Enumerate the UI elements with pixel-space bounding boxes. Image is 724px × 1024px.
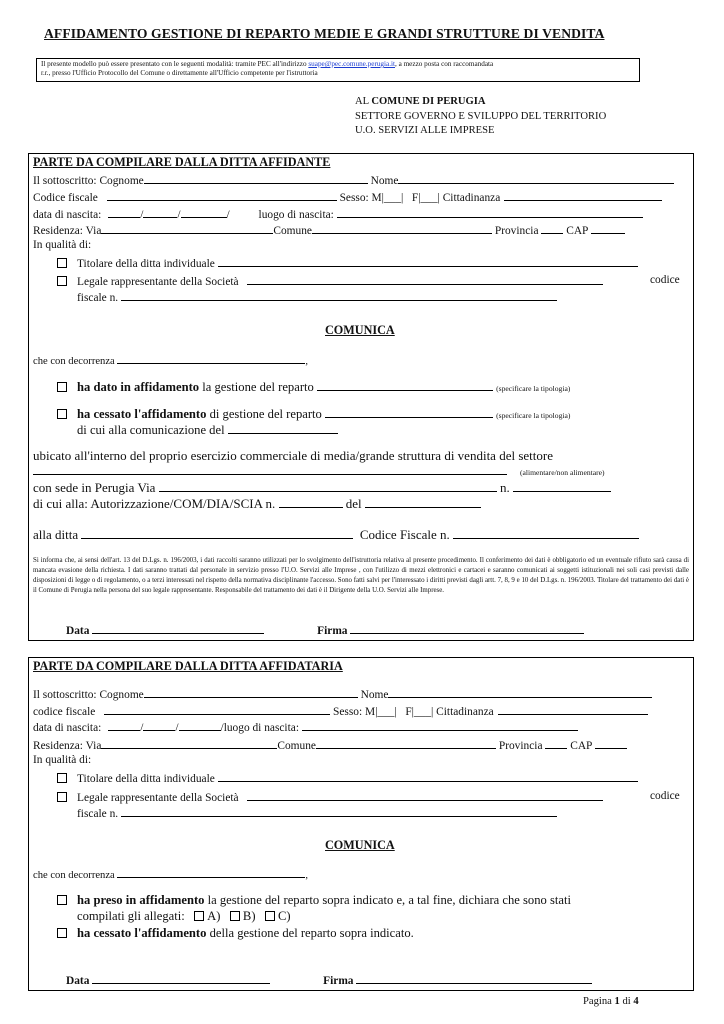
s2-label-cf: codice fiscale: [33, 706, 96, 718]
s1-cf-field[interactable]: [107, 189, 337, 201]
s2-comune-field[interactable]: [316, 737, 496, 749]
s2-label-b: B): [242, 909, 256, 923]
s1-sede-via-field[interactable]: [159, 480, 497, 492]
s1-checkbox-dato[interactable]: [57, 382, 67, 392]
s1-comunicazione-field[interactable]: [228, 422, 338, 434]
s1-societa-field[interactable]: [247, 273, 603, 285]
s2-cognome-field[interactable]: [144, 686, 358, 698]
s2-label-a: A): [207, 909, 221, 923]
s1-cessato-reparto-field[interactable]: [325, 406, 493, 418]
s1-reparto-field[interactable]: [317, 379, 493, 391]
s1-label-cognome: Il sottoscritto: Cognome: [33, 175, 144, 187]
s2-firma-field[interactable]: [356, 972, 592, 984]
s1-label-ditta-cf: Codice Fiscale n.: [359, 527, 450, 542]
footer-page-number: 1: [614, 996, 620, 1007]
footer-total-pages: 4: [633, 996, 639, 1007]
s2-row-legale: [57, 789, 603, 805]
s1-alimentare: (alimentare/non alimentare): [520, 468, 605, 477]
s1-checkbox-titolare[interactable]: [57, 258, 67, 268]
submission-note: [36, 58, 640, 82]
s2-row-cessato: [57, 926, 414, 940]
section2-title: PARTE DA COMPILARE DALLA DITTA AFFIDATARIA: [33, 659, 343, 673]
s2-label-data: Data: [66, 975, 90, 987]
s1-luogo-field[interactable]: [337, 206, 643, 218]
s1-ubicato: ubicato all'interno del proprio esercizio commerciale di media/grande struttura di vendita del settore: [33, 448, 553, 463]
s1-row-residenza: [33, 222, 625, 238]
s1-label-firma: Firma: [317, 625, 348, 637]
s2-label-decorrenza: che con decorrenza: [33, 870, 115, 881]
s1-societa-cf-field[interactable]: [121, 289, 557, 301]
s1-label-cessato: di gestione del reparto: [206, 407, 322, 421]
s2-checkbox-cessato[interactable]: [57, 928, 67, 938]
s2-checkbox-preso[interactable]: [57, 895, 67, 905]
s1-row-codice: [33, 189, 662, 205]
s1-label-provincia: Provincia: [494, 225, 539, 237]
s1-checkbox-cessato[interactable]: [57, 409, 67, 419]
s2-checkbox-b[interactable]: [230, 911, 240, 921]
s2-label-nome: Nome: [360, 689, 389, 701]
s1-label-via: Residenza: Via: [33, 225, 102, 237]
s2-cap-field[interactable]: [595, 737, 627, 749]
s2-row-decorrenza: [33, 866, 308, 883]
s1-label-sesso-f: F|___|: [411, 192, 440, 204]
s2-checkbox-a[interactable]: [194, 911, 204, 921]
s2-row-fiscale: [77, 805, 557, 821]
s1-label-cittadinanza: Cittadinanza: [442, 192, 501, 204]
s2-nome-field[interactable]: [388, 686, 652, 698]
s1-row-legale: [57, 273, 603, 289]
s1-row-comunicazione: [77, 422, 338, 437]
footer-pagina: Pagina: [583, 996, 612, 1007]
s1-data-field[interactable]: [92, 622, 264, 634]
s2-row-titolare: [57, 770, 638, 786]
s2-checkbox-titolare[interactable]: [57, 773, 67, 783]
s2-provincia-field[interactable]: [545, 737, 567, 749]
s2-label-provincia: Provincia: [498, 740, 543, 752]
s1-row-fiscale: [77, 289, 557, 305]
s1-row-decorrenza: [33, 352, 308, 369]
s1-label-cap: CAP: [566, 225, 588, 237]
s1-sede-n-field[interactable]: [513, 480, 611, 492]
s1-label-n: n.: [499, 480, 510, 495]
s2-label-cap: CAP: [570, 740, 592, 752]
s1-cittadinanza-field[interactable]: [504, 189, 662, 201]
note-text-after: , a mezzo posta con raccomandata: [395, 60, 494, 68]
s1-titolare-field[interactable]: [218, 255, 638, 267]
s2-label-fiscale-n: fiscale n.: [77, 808, 119, 820]
recipient-comune: COMUNE DI PERUGIA: [371, 96, 486, 107]
s2-row-residenza: [33, 737, 627, 753]
s2-decorrenza-field[interactable]: [117, 866, 305, 878]
s1-comma: ,: [305, 356, 309, 367]
s1-label-comune: Comune: [273, 225, 312, 237]
s1-cap-field[interactable]: [591, 222, 625, 234]
s1-cognome-field[interactable]: [144, 172, 368, 184]
s1-row-nascita: data di nascita: / / / luogo di nascita:: [33, 206, 643, 222]
s2-label-titolare: Titolare della ditta individuale: [77, 773, 215, 785]
s1-label-del: del: [345, 496, 362, 511]
s1-label-dato-bold: ha dato in affidamento: [77, 380, 200, 394]
s2-checkbox-legale[interactable]: [57, 792, 67, 802]
s1-specificare-2: (specificare la tipologia): [496, 411, 571, 420]
s1-label-cessato-bold: ha cessato l'affidamento: [77, 407, 207, 421]
s1-row-cessato: [57, 406, 570, 423]
s2-row-cognome: [33, 686, 652, 702]
s2-row-codice: [33, 703, 648, 719]
s1-label-sede: con sede in Perugia Via: [33, 480, 156, 495]
s1-specificare: (specificare la tipologia): [496, 384, 571, 393]
s2-label-cessato-bold: ha cessato l'affidamento: [77, 926, 207, 940]
s2-cf-field[interactable]: [104, 703, 330, 715]
s2-cittadinanza-field[interactable]: [498, 703, 648, 715]
s1-dob-day[interactable]: [108, 206, 140, 218]
s2-checkbox-c[interactable]: [265, 911, 275, 921]
s1-label-comunicazione: di cui alla comunicazione del: [77, 423, 225, 437]
s2-label-codice: codice: [650, 790, 680, 802]
s2-label-data-nascita: data di nascita:: [33, 722, 102, 734]
s2-dob-day[interactable]: [108, 719, 140, 731]
recipient-al: AL: [355, 96, 369, 107]
s2-in-qualita: In qualità di:: [33, 754, 92, 766]
s1-label-data-nascita: data di nascita:: [33, 209, 102, 221]
s1-label-nome: Nome: [370, 175, 399, 187]
s1-firma-field[interactable]: [350, 622, 584, 634]
s2-row-firma: [66, 972, 592, 987]
s2-label-cognome: Il sottoscritto: Cognome: [33, 689, 144, 701]
recipient-settore: SETTORE GOVERNO E SVILUPPO DEL TERRITORIO: [355, 110, 607, 122]
s1-decorrenza-field[interactable]: [117, 352, 305, 364]
s1-label-cf: Codice fiscale: [33, 192, 98, 204]
s1-comune-field[interactable]: [312, 222, 492, 234]
s1-autorizzazione-field[interactable]: [279, 496, 343, 508]
section1-title: PARTE DA COMPILARE DALLA DITTA AFFIDANTE: [33, 155, 331, 169]
s2-via-field[interactable]: [101, 737, 277, 749]
s1-label-fiscale-n: fiscale n.: [77, 292, 119, 304]
s2-comma: ,: [305, 870, 309, 881]
s1-row-ditta: [33, 527, 639, 542]
s1-ditta-cf-field[interactable]: [453, 527, 639, 539]
s1-ditta-field[interactable]: [81, 527, 353, 539]
s2-dob-year[interactable]: [179, 719, 221, 731]
s2-label-firma: Firma: [323, 975, 354, 987]
pec-email-link[interactable]: suape@pec.comune.perugia.it: [308, 60, 396, 68]
s1-dob-year[interactable]: [181, 206, 227, 218]
s1-label-dato: la gestione del reparto: [199, 380, 314, 394]
note-text: Il presente modello può essere presentato con le seguenti modalità: tramite PEC all'indirizzo: [41, 60, 309, 68]
s2-label-via: Residenza: Via: [33, 740, 102, 752]
recipient-uo: U.O. SERVIZI ALLE IMPRESE: [355, 125, 495, 137]
s1-label-luogo: luogo di nascita:: [258, 209, 334, 221]
s2-societa-cf-field[interactable]: [121, 805, 557, 817]
s2-comunica: COMUNICA: [325, 838, 395, 852]
s2-label-luogo: /luogo di nascita:: [220, 722, 299, 734]
s2-label-sesso-f: F|___|: [405, 706, 434, 718]
s2-data-field[interactable]: [92, 972, 270, 984]
s1-provincia-field[interactable]: [541, 222, 563, 234]
s2-label-legale: Legale rappresentante della Società: [77, 792, 239, 804]
s1-row-autorizzazione: [33, 496, 481, 511]
s2-label-preso: la gestione del reparto sopra indicato e, a tal fine, dichiara che sono stati: [204, 893, 571, 907]
s2-label-cittadinanza: Cittadinanza: [436, 706, 494, 718]
s2-societa-field[interactable]: [247, 789, 603, 801]
s1-label-data: Data: [66, 625, 90, 637]
s2-row-preso: [57, 893, 571, 907]
s1-via-field[interactable]: [101, 222, 273, 234]
note-line2: r.r., presso l'Ufficio Protocollo del Comune o direttamente all'Ufficio competente per l'istruttoria: [41, 69, 318, 78]
s1-label-decorrenza: che con decorrenza: [33, 356, 115, 367]
s1-label-legale: Legale rappresentante della Società: [77, 276, 239, 288]
s2-label-sesso: Sesso: M|___|: [333, 706, 397, 718]
s1-del-field[interactable]: [365, 496, 481, 508]
s1-row-sede: [33, 480, 611, 495]
s2-label-preso-bold: ha preso in affidamento: [77, 893, 205, 907]
s2-luogo-field[interactable]: [302, 719, 578, 731]
s2-row-allegati: [77, 909, 291, 923]
s1-row-cognome: [33, 172, 674, 188]
page-footer: [583, 996, 639, 1007]
s2-row-nascita: data di nascita: / / /luogo di nascita:: [33, 719, 578, 735]
s2-label-allegati: compilati gli allegati:: [77, 909, 185, 923]
s1-comunica: COMUNICA: [325, 323, 395, 337]
s2-label-comune: Comune: [277, 740, 316, 752]
footer-di: di: [622, 996, 631, 1007]
s2-titolare-field[interactable]: [218, 770, 638, 782]
s2-label-c: C): [277, 909, 291, 923]
s1-dob-month[interactable]: [143, 206, 177, 218]
s1-label-autorizzazione: di cui alla: Autorizzazione/COM/DIA/SCIA n.: [33, 496, 276, 511]
recipient-address: [355, 95, 606, 139]
s1-in-qualita: In qualità di:: [33, 239, 92, 251]
s2-label-cessato: della gestione del reparto sopra indicato.: [206, 926, 414, 940]
s1-row-titolare: [57, 255, 638, 271]
s1-label-titolare: Titolare della ditta individuale: [77, 258, 215, 270]
page-title: AFFIDAMENTO GESTIONE DI REPARTO MEDIE E GRANDI STRUTTURE DI VENDITA: [44, 26, 605, 41]
s1-label-ditta: alla ditta: [33, 527, 79, 542]
s2-dob-month[interactable]: [143, 719, 175, 731]
s1-row-dato: [57, 379, 570, 396]
s1-checkbox-legale[interactable]: [57, 276, 67, 286]
s1-row-firma: [66, 622, 584, 637]
privacy-notice: Si informa che, ai sensi dell'art. 13 del D.Lgs. n. 196/2003, i dati raccolti saranno utilizzati per lo svolgimento dell'istruttoria relativa al presente procedimento. Il conferimento dei dati è obbligatorio ed un eventuale rifiuto sarà causa di mancata evasione della richiesta. I dati saranno trattati dal personale in servizio presso l'U.O. Servizi alle Imprese , con l'utilizzo di mezzi elettronici e cartacei e saranno comunicati ai soggetti istituzionali nei soli casi previsti dalle disposizioni di legge o di regolamento, o a terzi interessati nel rispetto della normativa disciplinante l'accesso. Sono fatti salvi per l'interessato i diritti previsti dagli artt. 7, 8, 9 e 10 del D.Lgs. n. 196/2003. Titolare del trattamento dei dati è il Comune di Perugia nella persona del suo legale rappresentante. Responsabile del trattamento dei dati è il Dirigente della U.O. Servizi alle Imprese.: [33, 557, 689, 594]
s1-label-codice: codice: [650, 274, 680, 286]
s1-settore-field[interactable]: [33, 474, 507, 475]
s1-nome-field[interactable]: [398, 172, 674, 184]
s1-label-sesso: Sesso: M|___|: [339, 192, 404, 204]
